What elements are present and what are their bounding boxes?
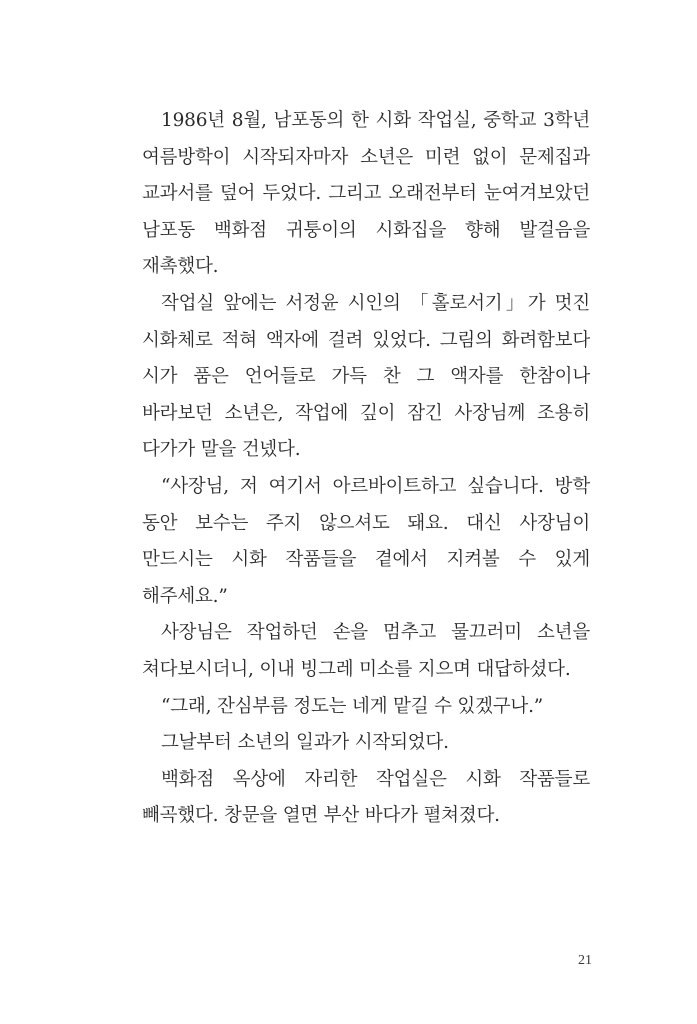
body-text	[142, 103, 590, 835]
paragraph-2: 작업실 앞에는 서정윤 시인의 「홀로서기」가 멋진 시화체로 적혀 액자에 걸려 있었다. 그림의 화려함보다 시가 품은 언어들로 가득 찬 그 액자를 한참이나 바라보던 소년은, 작업에 깊이 잠긴 사장님께 조용히 다가가 말을 건넸다.	[142, 292, 590, 461]
paragraph-5: “그래, 잔심부름 정도는 네게 맡길 수 있겠구나.”	[161, 695, 544, 717]
paragraph-6: 그날부터 소년의 일과가 시작되었다.	[161, 732, 449, 754]
paragraph-4: 사장님은 작업하던 손을 멈추고 물끄러미 소년을 쳐다보시더니, 이내 빙그레 미소를 지으며 대답하셨다.	[142, 622, 590, 680]
page-number: 21	[578, 953, 592, 968]
paragraph-3: “사장님, 저 여기서 아르바이트하고 싶습니다. 방학 동안 보수는 주지 않으셔도 돼요. 대신 사장님이 만드시는 시화 작품들을 곁에서 지켜볼 수 있게 해주세요.”	[142, 475, 590, 607]
paragraph-1: 1986년 8월, 남포동의 한 시화 작업실, 중학교 3학년 여름방학이 시작되자마자 소년은 미련 없이 문제집과 교과서를 덮어 두었다. 그리고 오래전부터 눈여겨보았던 남포동 백화점 귀퉁이의 시화집을 향해 발걸음을 재촉했다.	[142, 110, 590, 278]
paragraph-7: 백화점 옥상에 자리한 작업실은 시화 작품들로 빼곡했다. 창문을 열면 부산 바다가 펼쳐졌다.	[142, 768, 590, 827]
